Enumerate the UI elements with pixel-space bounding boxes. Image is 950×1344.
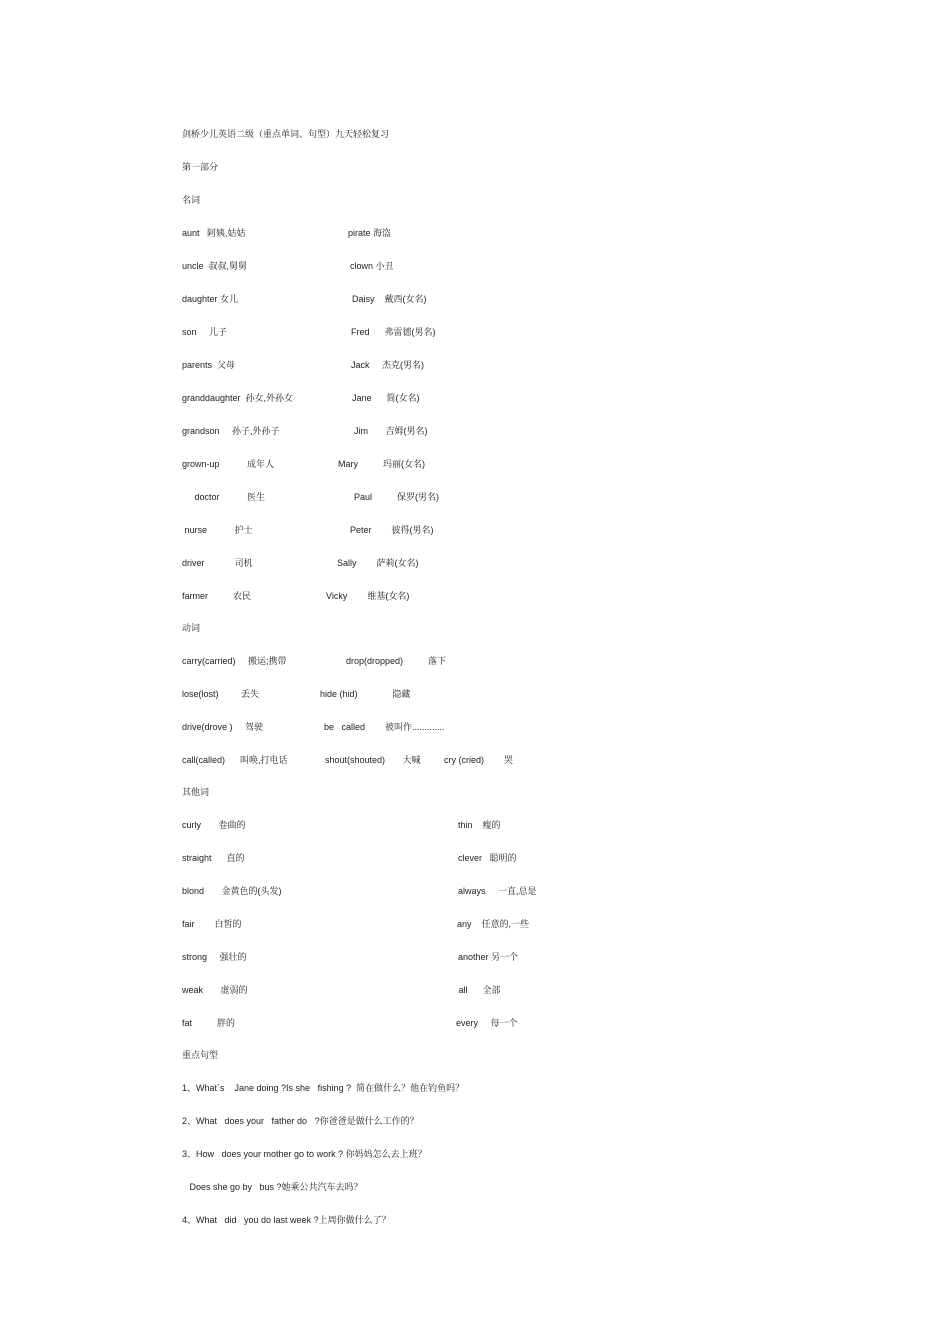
name-entry: Paul 保罗(男名) [354,492,440,502]
others-heading: 其他词 [182,787,210,797]
verb-entry: cry (cried) 哭 [444,755,514,765]
verb-entry: shout(shouted) 大喊 [325,755,421,765]
noun-entry: grandson 孙子,外孙子 [182,426,280,436]
noun-entry: granddaughter 孙女,外孙女 [182,393,294,403]
name-entry: Peter 彼得(男名) [350,525,434,535]
name-entry: Daisy 戴西(女名) [352,294,427,304]
adjective-entry: straight 直的 [182,853,245,863]
sentence-pattern: 4、What did you do last week ?上周你做什么了？ [182,1215,391,1225]
verb-entry: drive(drove ) 驾驶 [182,722,264,732]
name-entry: Fred 弗雷德(男名) [351,327,436,337]
word-entry: another 另一个 [458,952,519,962]
name-entry: Jack 杰克(男名) [351,360,425,370]
adjective-entry: fair 白皙的 [182,919,242,929]
verb-entry: hide (hid) 隐藏 [320,689,411,699]
name-entry: Jane 简(女名) [352,393,420,403]
nouns-heading: 名词 [182,195,201,205]
name-entry: Mary 玛丽(女名) [338,459,425,469]
name-entry: clown 小丑 [350,261,394,271]
word-entry: thin 瘦的 [458,820,501,830]
verbs-heading: 动词 [182,623,201,633]
noun-entry: parents 父母 [182,360,236,370]
name-entry: Sally 萨莉(女名) [337,558,419,568]
verb-entry: carry(carried) 搬运;携带 [182,656,287,666]
sentence-pattern: Does she go by bus ?她乘公共汽车去吗？ [182,1182,363,1192]
verb-entry: be called 被叫作............. [324,722,445,732]
noun-entry: daughter 女儿 [182,294,239,304]
adjective-entry: curly 卷曲的 [182,820,246,830]
sentence-pattern: 2、What does your father do ?你爸爸是做什么工作的？ [182,1116,419,1126]
adjective-entry: fat 胖的 [182,1018,236,1028]
name-entry: Vicky 维基(女名) [326,591,410,601]
document-title: 剑桥少儿英语二级（重点单词、句型）九天轻松复习 [182,129,390,139]
noun-entry: driver 司机 [182,558,253,568]
noun-entry: farmer 农民 [182,591,252,601]
word-entry: all 全部 [456,985,501,995]
noun-entry: nurse 护士 [182,525,253,535]
noun-entry: grown-up 成年人 [182,459,275,469]
adjective-entry: blond 金黄色的(头发) [182,886,282,896]
verb-entry: call(called) 叫唤,打电话 [182,755,288,765]
sentence-pattern: 3、How does your mother go to work ? 你妈妈怎么去上班？ [182,1149,427,1159]
verb-entry: lose(lost) 丢失 [182,689,260,699]
name-entry: Jim 吉姆(男名) [354,426,428,436]
noun-entry: aunt 阿姨,姑姑 [182,228,246,238]
sentence-pattern: 1、What`s Jane doing ?Is she fishing ? 简在做什么？他在钓鱼吗？ [182,1083,465,1093]
adjective-entry: weak 虚弱的 [182,985,248,995]
sentences-heading: 重点句型 [182,1050,219,1060]
adjective-entry: strong 强壮的 [182,952,247,962]
word-entry: always 一直,总是 [458,886,537,896]
noun-entry: son 儿子 [182,327,228,337]
noun-entry: uncle 叔叔,舅舅 [182,261,248,271]
verb-entry: drop(dropped) 落下 [346,656,447,666]
word-entry: every 每一个 [456,1018,518,1028]
noun-entry: doctor 医生 [182,492,266,502]
word-entry: clever 聪明的 [458,853,517,863]
name-entry: pirate 海盗 [348,228,392,238]
word-entry: any 任意的,一些 [457,919,530,929]
part-heading: 第一部分 [182,162,219,172]
